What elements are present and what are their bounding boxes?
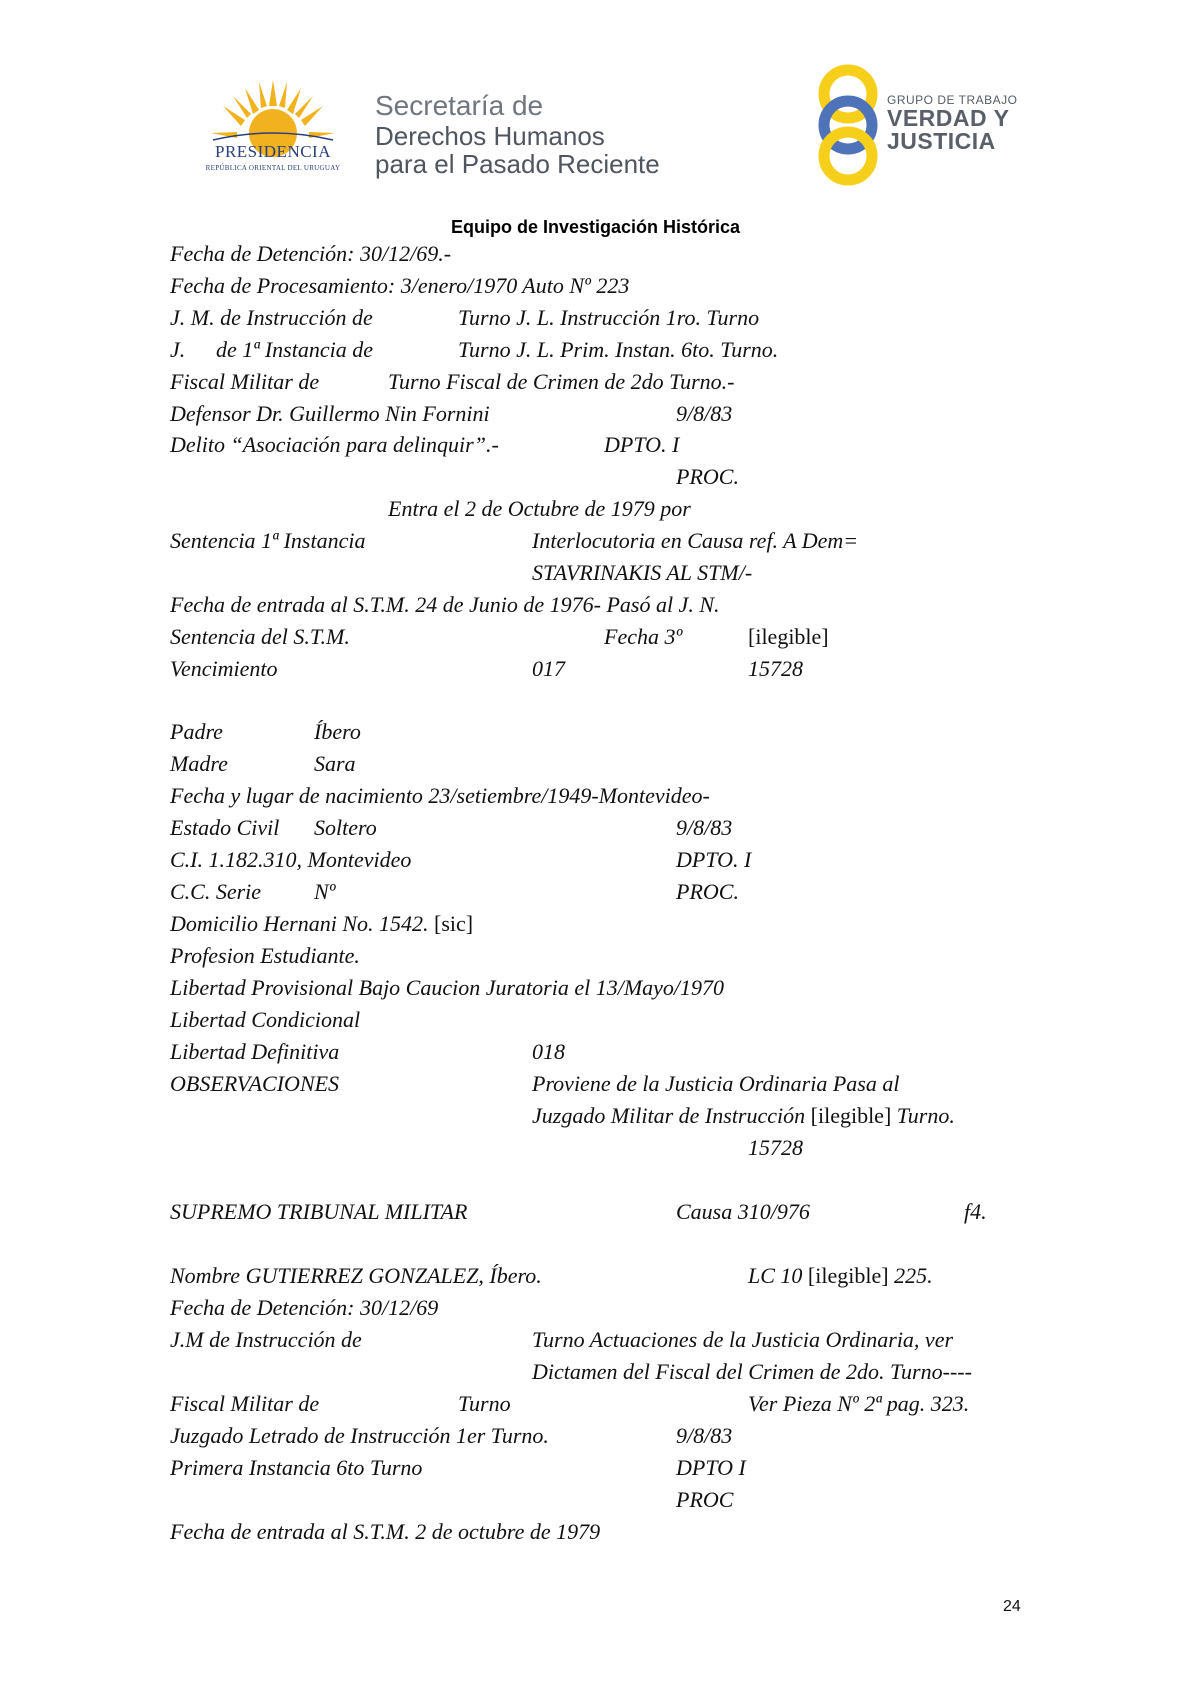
stamp-proc-1: PROC. <box>676 464 739 489</box>
stamp-date-2: 9/8/83 <box>676 815 733 840</box>
sentencia-1-value: Interlocutoria en Causa ref. A Dem= <box>532 528 859 553</box>
padre-value: Íbero <box>314 719 361 744</box>
domicilio-text: Domicilio Hernani No. 1542. <box>170 911 429 936</box>
jm-instruccion-value-2-cont: Dictamen del Fiscal del Crimen de 2do. Turno---- <box>532 1359 972 1384</box>
presidencia-sun-logo <box>193 78 353 178</box>
observaciones-value: Proviene de la Justicia Ordinaria Pasa al <box>532 1071 900 1096</box>
vencimiento-label: Vencimiento <box>170 656 278 681</box>
defensor: Defensor Dr. Guillermo Nin Fornini <box>170 401 490 426</box>
fecha-entrada-stm: Fecha de entrada al S.T.M. 24 de Junio de 1976- Pasó al J. N. <box>170 592 720 617</box>
gtvj-line-1: GRUPO DE TRABAJO <box>887 93 1018 107</box>
lc-ref <box>748 1262 933 1290</box>
folio-018: 018 <box>532 1039 565 1064</box>
estado-civil-value: Soltero <box>314 815 377 840</box>
fiscal-label-2: Fiscal Militar de <box>170 1391 320 1416</box>
cc-serie-label: C.C. Serie <box>170 879 262 904</box>
fecha-entrada-stm-2: Fecha de entrada al S.T.M. 2 de octubre de 1979 <box>170 1519 601 1544</box>
fiscal-value: Turno Fiscal de Crimen de 2do Turno.- <box>388 369 735 394</box>
fiscal-turno-2: Turno <box>458 1391 511 1416</box>
verdad-justicia-text <box>887 93 1017 153</box>
sentencia-1-label: Sentencia 1ª Instancia <box>170 528 366 553</box>
causa-number: Causa 310/976 <box>676 1199 810 1224</box>
madre-label: Madre <box>170 751 228 776</box>
fiscal-label: Fiscal Militar de <box>170 369 320 394</box>
estado-civil-label: Estado Civil <box>170 815 280 840</box>
sentencia-1-value-cont: STAVRINAKIS AL STM/- <box>532 560 753 585</box>
libertad-condicional: Libertad Condicional <box>170 1007 361 1032</box>
j-instancia-label: de 1ª Instancia de <box>216 337 373 362</box>
stamp-dept-3: DPTO I <box>676 1455 746 1480</box>
cc-numero: Nº <box>314 879 336 904</box>
primera-instancia: Primera Instancia 6to Turno <box>170 1455 423 1480</box>
secretaria-line-2: Derechos Humanos <box>375 121 605 151</box>
folio-f4: f4. <box>964 1199 987 1224</box>
jm-instruccion-value-2: Turno Actuaciones de la Justicia Ordinaria, ver <box>532 1327 954 1352</box>
observaciones-value-cont <box>532 1102 955 1130</box>
secretaria-logo-text <box>375 90 660 178</box>
presidencia-sublabel: REPÚBLICA ORIENTAL DEL URUGUAY <box>205 164 341 172</box>
jm-instruccion-label-2: J.M de Instrucción de <box>170 1327 362 1352</box>
j-instancia-prefix: J. <box>170 337 186 362</box>
verdad-justicia-rings-logo <box>808 62 888 188</box>
lc-text: LC 10 <box>748 1263 803 1288</box>
detention-date-2: Fecha de Detención: 30/12/69 <box>170 1295 439 1320</box>
secretaria-line-1: Secretaría de <box>375 90 544 121</box>
j-instancia-value: Turno J. L. Prim. Instan. 6to. Turno. <box>458 337 779 362</box>
secretaria-line-3: para el Pasado Reciente <box>375 149 660 179</box>
stamp-proc-3: PROC <box>676 1487 734 1512</box>
libertad-provisional: Libertad Provisional Bajo Caucion Juratoria el 13/Mayo/1970 <box>170 975 725 1000</box>
stamp-dept-2: DPTO. I <box>676 847 752 872</box>
juzgado-text: Juzgado Militar de Instrucción <box>532 1103 806 1128</box>
stamp-proc-2: PROC. <box>676 879 739 904</box>
domicilio <box>170 910 473 938</box>
illegible-text: [ilegible] <box>748 624 829 649</box>
folio-017: 017 <box>532 656 565 681</box>
observaciones-label: OBSERVACIONES <box>170 1071 340 1096</box>
sentencia-stm-label: Sentencia del S.T.M. <box>170 624 350 649</box>
lc-number: 225. <box>894 1263 933 1288</box>
jm-instruccion-label: J. M. de Instrucción de <box>170 305 373 330</box>
jm-instruccion-value: Turno J. L. Instrucción 1ro. Turno <box>458 305 760 330</box>
section-heading: Equipo de Investigación Histórica <box>450 217 741 237</box>
stamp-date-3: 9/8/83 <box>676 1423 733 1448</box>
presidencia-label: PRESIDENCIA <box>214 142 331 161</box>
ci: C.I. 1.182.310, Montevideo <box>170 847 412 872</box>
libertad-definitiva: Libertad Definitiva <box>170 1039 340 1064</box>
illegible-1 <box>748 623 829 651</box>
sentencia-stm-fecha: Fecha 3º <box>604 624 683 649</box>
ver-pieza: Ver Pieza Nº 2ª pag. 323. <box>748 1391 970 1416</box>
delito: Delito “Asociación para delinquir”.- <box>170 432 499 457</box>
profesion: Profesion Estudiante. <box>170 943 360 968</box>
detention-date: Fecha de Detención: 30/12/69.- <box>170 241 452 266</box>
processing-date: Fecha de Procesamiento: 3/enero/1970 Auto Nº 223 <box>170 273 630 298</box>
nombre: Nombre GUTIERREZ GONZALEZ, Íbero. <box>170 1263 542 1288</box>
illegible-text: [ilegible] <box>810 1103 892 1128</box>
tribunal-heading: SUPREMO TRIBUNAL MILITAR <box>170 1199 468 1224</box>
madre-value: Sara <box>314 751 356 776</box>
illegible-text: [ilegible] <box>807 1263 889 1288</box>
sic-note: [sic] <box>434 911 474 936</box>
ref-number-2: 15728 <box>748 1135 803 1160</box>
stamp-date-1: 9/8/83 <box>676 401 733 426</box>
padre-label: Padre <box>170 719 223 744</box>
nacimiento: Fecha y lugar de nacimiento 23/setiembre/1949-Montevideo- <box>170 783 710 808</box>
ref-number-1: 15728 <box>748 656 803 681</box>
entra-note: Entra el 2 de Octubre de 1979 por <box>388 496 691 521</box>
stamp-dept-1: DPTO. I <box>604 432 680 457</box>
page-number: 24 <box>1003 1598 1021 1615</box>
juzgado-letrado: Juzgado Letrado de Instrucción 1er Turno. <box>170 1423 549 1448</box>
gtvj-line-2: VERDAD Y <box>887 105 1010 131</box>
gtvj-line-3: JUSTICIA <box>887 128 996 154</box>
turno-text: Turno. <box>896 1103 955 1128</box>
